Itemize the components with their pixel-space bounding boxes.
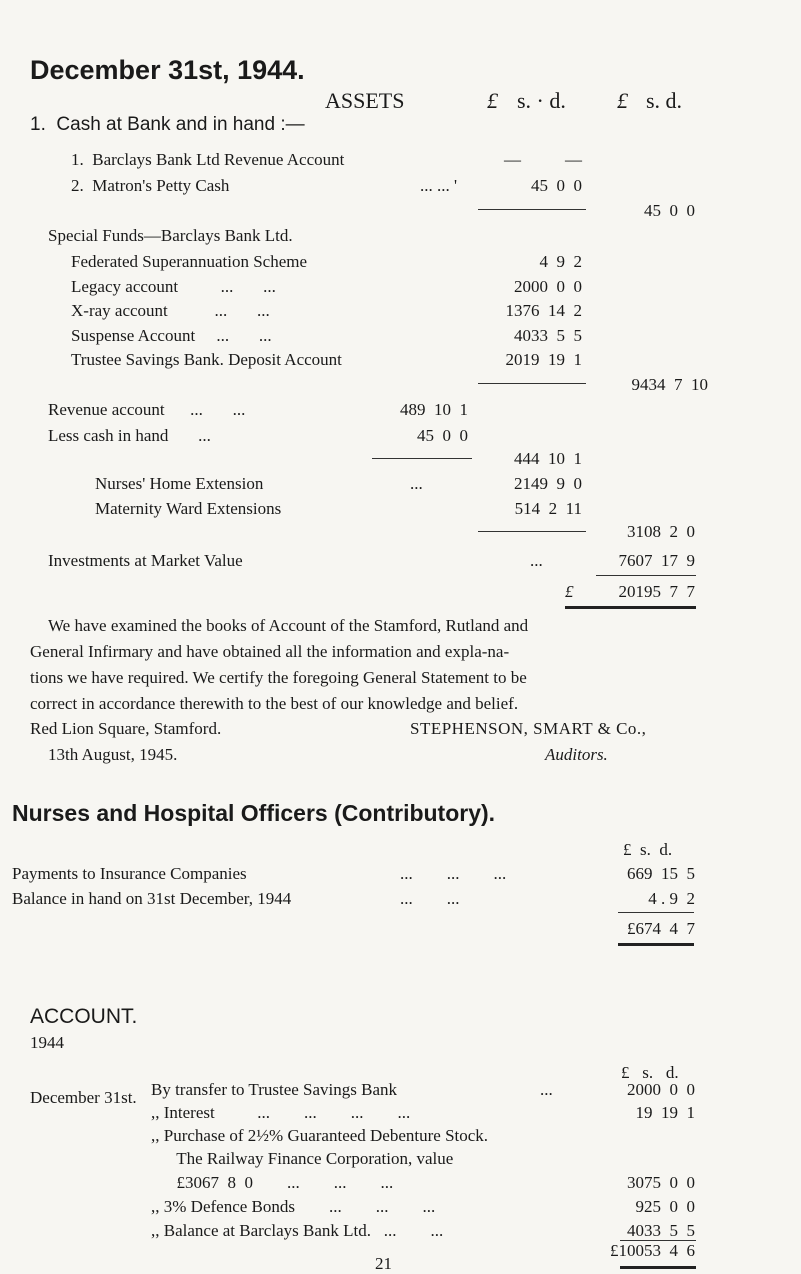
pound-column-header-2: £ <box>617 88 628 113</box>
page-number: 21 <box>375 1254 392 1273</box>
account-row-text: ,, Interest ... ... ... ... <box>151 1103 411 1122</box>
account-row-text: £3067 8 0 ... ... ... <box>151 1173 394 1192</box>
section-heading: 1. Cash at Bank and in hand :— <box>30 114 305 135</box>
statement-line: We have examined the books of Account of the Stamford, Rutland and <box>48 616 529 635</box>
account-year: 1944 <box>30 1033 64 1052</box>
nurses-home-amount: 2149 9 0 <box>514 474 582 493</box>
nurses-home-dots: ... <box>410 474 423 493</box>
assets-total: 20195 7 7 <box>618 582 695 601</box>
account-row-amount: 3075 0 0 <box>627 1173 695 1192</box>
revenue-account-amount: 489 10 1 <box>400 400 468 419</box>
petty-cash-amount: 45 0 0 <box>531 176 582 195</box>
nurses-row-amount: 669 15 5 <box>627 864 695 883</box>
account-date: December 31st. <box>30 1088 137 1107</box>
special-funds-heading: Special Funds—Barclays Bank Ltd. <box>48 226 293 245</box>
special-fund-amount: 4 9 2 <box>539 252 582 271</box>
investments-label: Investments at Market Value <box>48 551 243 570</box>
account-row-amount: 2000 0 0 <box>627 1080 695 1099</box>
special-fund-amount: 1376 14 2 <box>505 301 582 320</box>
nurses-row-dots: ... ... ... <box>400 864 507 883</box>
auditor-date: 13th August, 1945. <box>48 745 178 764</box>
account-row-text: ,, Balance at Barclays Bank Ltd. ... ... <box>151 1221 444 1240</box>
divider <box>596 575 696 576</box>
auditor-address: Red Lion Square, Stamford. <box>30 719 222 738</box>
statement-line: General Infirmary and have obtained all the information and expla-na- <box>30 642 510 661</box>
special-funds-subtotal: 9434 7 10 <box>631 375 708 394</box>
page-title: December 31st, 1944. <box>30 55 305 85</box>
auditor-firm: STEPHENSON, SMART & Co., <box>410 719 647 738</box>
special-fund-label: Federated Superannuation Scheme <box>71 252 308 271</box>
double-rule <box>620 1266 696 1269</box>
maternity-amount: 514 2 11 <box>514 499 582 518</box>
account-title: ACCOUNT. <box>30 1005 138 1028</box>
special-fund-amount: 2000 0 0 <box>514 276 582 296</box>
nurses-row-dots: ... ... <box>400 889 460 908</box>
nurses-section-title: Nurses and Hospital Officers (Contributory). <box>12 800 496 826</box>
total-pound-sign: £ <box>565 582 574 601</box>
divider <box>478 531 586 532</box>
less-cash-amount: 45 0 0 <box>417 426 468 445</box>
nurses-column-header: £ s. d. <box>623 840 673 859</box>
cash-subtotal: 45 0 0 <box>644 201 695 220</box>
special-fund-amount: 4033 5 5 <box>514 325 582 345</box>
statement-line: correct in accordance therewith to the best of our knowledge and belief. <box>30 694 519 713</box>
nurses-row-amount: 4 . 9 2 <box>648 889 695 908</box>
less-cash-label: Less cash in hand ... <box>48 426 211 445</box>
divider <box>618 912 694 913</box>
nurses-total: £674 4 7 <box>627 919 695 938</box>
special-fund-amount: 2019 19 1 <box>505 350 582 369</box>
account-row-amount: 4033 5 5 <box>627 1221 695 1240</box>
nurses-row-label: Balance in hand on 31st December, 1944 <box>12 889 292 908</box>
asset-line-1-dash-2: — <box>565 150 582 169</box>
extensions-subtotal: 3108 2 0 <box>627 522 695 541</box>
sd-column-header-2: s. d. <box>646 88 683 113</box>
special-fund-label: Suspense Account ... ... <box>71 325 272 345</box>
account-row-dots: ... <box>540 1080 553 1099</box>
special-fund-label: X-ray account ... ... <box>71 301 270 320</box>
divider <box>372 458 472 459</box>
nurses-home-label: Nurses' Home Extension <box>95 474 264 493</box>
special-fund-label: Legacy account ... ... <box>71 276 276 296</box>
auditor-role: Auditors. <box>545 745 608 764</box>
account-row-amount: 19 19 1 <box>635 1103 695 1122</box>
divider <box>478 209 586 210</box>
account-row-text: ,, Purchase of 2½% Guaranteed Debenture Stock. <box>151 1126 489 1145</box>
nurses-row-label: Payments to Insurance Companies <box>12 864 247 883</box>
asset-line-2-dots: ... ... ' <box>420 176 458 195</box>
account-row-text: The Railway Finance Corporation, value <box>151 1149 454 1168</box>
asset-line-2: 2. Matron's Petty Cash <box>71 176 230 195</box>
sd-column-header: s. · d. <box>517 88 566 113</box>
account-column-header: £ s. d. <box>621 1063 679 1082</box>
divider <box>478 383 586 384</box>
investments-amount: 7607 17 9 <box>618 551 695 570</box>
account-row-text: ,, 3% Defence Bonds ... ... ... <box>151 1197 436 1216</box>
asset-line-1-dash: — <box>504 150 521 169</box>
account-row-amount: 925 0 0 <box>635 1197 695 1216</box>
account-total: £10053 4 6 <box>610 1241 695 1260</box>
assets-heading: ASSETS <box>325 88 405 113</box>
account-row-text: By transfer to Trustee Savings Bank <box>151 1080 398 1099</box>
net-revenue-amount: 444 10 1 <box>514 449 582 468</box>
investments-dots: ... <box>530 551 543 570</box>
double-rule <box>565 606 696 609</box>
pound-column-header: £ <box>487 88 498 113</box>
revenue-account-label: Revenue account ... ... <box>48 400 246 419</box>
special-fund-label: Trustee Savings Bank. Deposit Account <box>71 350 342 369</box>
double-rule <box>618 943 694 946</box>
statement-line: tions we have required. We certify the foregoing General Statement to be <box>30 668 527 687</box>
asset-line-1: 1. Barclays Bank Ltd Revenue Account <box>71 150 345 169</box>
maternity-label: Maternity Ward Extensions <box>95 499 282 518</box>
